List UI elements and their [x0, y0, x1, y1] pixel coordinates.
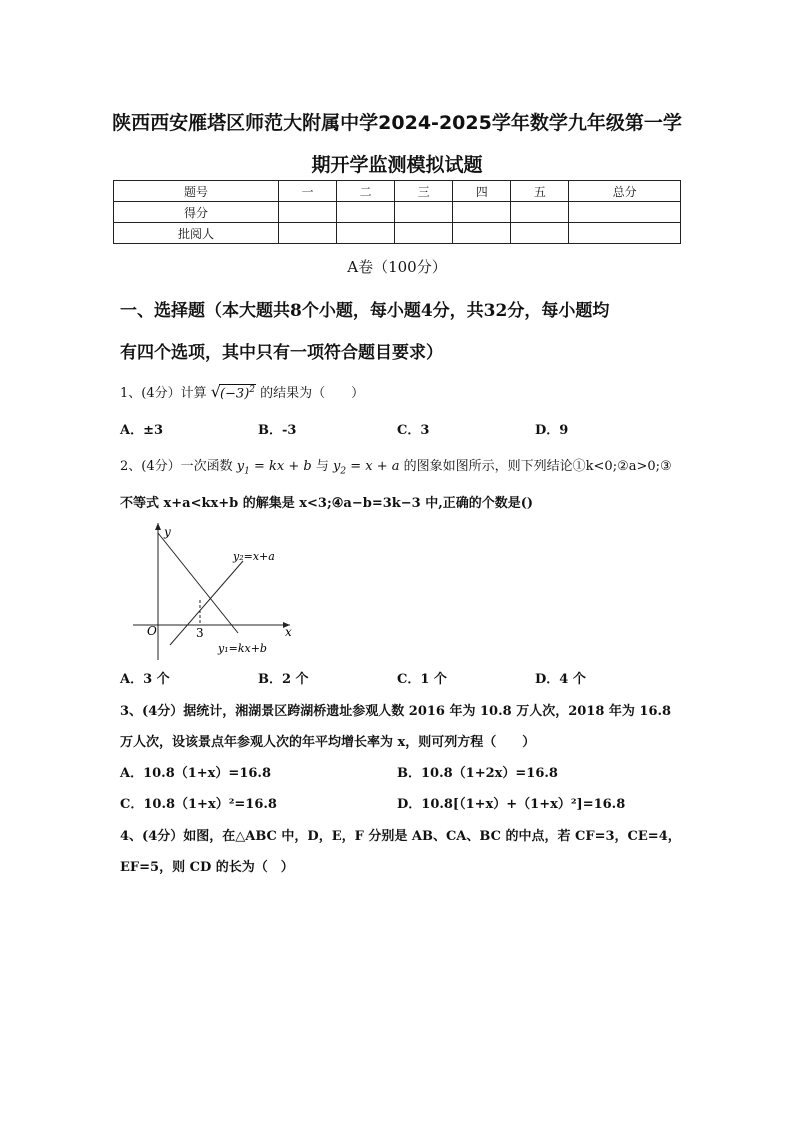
q2-option-a: A．3 个 — [120, 672, 170, 687]
q1-option-b: B．-3 — [258, 423, 297, 438]
table-header-cell: 三 — [395, 181, 453, 202]
score-cell — [569, 202, 681, 223]
document-title-line2: 期开学监测模拟试题 — [311, 154, 483, 176]
q1-radicand — [219, 384, 256, 401]
reviewer-cell — [279, 223, 337, 244]
row-label: 批阅人 — [114, 223, 279, 244]
q1-prefix: 1、(4分）计算 — [120, 386, 207, 401]
table-header-cell: 总分 — [569, 181, 681, 202]
score-cell — [453, 202, 511, 223]
score-cell — [395, 202, 453, 223]
question-4-line2: EF=5，则 CD 的长为（ ） — [120, 860, 294, 875]
score-cell — [279, 202, 337, 223]
q2-f2-symbol: y — [333, 459, 341, 474]
x-axis-label: x — [285, 625, 292, 639]
q3-option-c: C．10.8（1+x）²=16.8 — [120, 797, 277, 812]
table-header-cell: 一 — [279, 181, 337, 202]
q2-function-2 — [333, 459, 400, 477]
q1-option-d: D．9 — [535, 423, 569, 438]
origin-label: O — [147, 624, 157, 638]
reviewer-cell — [453, 223, 511, 244]
q2-f1-rhs: = kx + b — [249, 459, 312, 474]
y-axis-label: y — [164, 525, 171, 539]
section-1-heading-line2: 有四个选项，其中只有一项符合题目要求） — [120, 343, 443, 363]
score-table-header-row — [114, 181, 681, 202]
y-axis-arrow-icon — [155, 523, 161, 530]
q3-option-b: B．10.8（1+2x）=16.8 — [397, 766, 558, 781]
q1-radicand-text: (−3) — [219, 386, 250, 401]
q2-function-graph — [130, 518, 305, 660]
q2-option-d: D．4 个 — [535, 672, 586, 687]
sqrt-icon: √ — [210, 382, 221, 401]
q2-function-1 — [236, 459, 312, 477]
score-cell — [337, 202, 395, 223]
row-label: 得分 — [114, 202, 279, 223]
table-header-cell: 题号 — [114, 181, 279, 202]
table-header-cell: 二 — [337, 181, 395, 202]
question-3-line2: 万人次，设该景点年参观人次的年平均增长率为 x，则可列方程（ ） — [120, 735, 536, 750]
document-title-line1: 陕西西安雁塔区师范大附属中学2024-2025学年数学九年级第一学 — [112, 112, 682, 134]
q2-f2-sub: 2 — [340, 466, 347, 477]
q2-mid: 与 — [315, 459, 329, 474]
line-y2-label: y₂=x+a — [233, 550, 275, 563]
section-a-heading: A卷（100分） — [347, 258, 447, 276]
q2-prefix: 2、(4分）一次函数 — [120, 459, 233, 474]
score-row — [114, 202, 681, 223]
q1-suffix: 的结果为（ ） — [260, 386, 365, 401]
question-4-line1: 4、(4分）如图，在△ABC 中，D，E，F 分别是 AB、CA、BC 的中点，若 CF=3，CE=4， — [120, 829, 681, 844]
question-2-line2: 不等式 x+a<kx+b 的解集是 x<3;④a−b=3k−3 中,正确的个数是() — [120, 496, 534, 511]
table-header-cell: 五 — [511, 181, 569, 202]
reviewer-cell — [337, 223, 395, 244]
q1-option-c: C．3 — [397, 423, 430, 438]
tick-label-3: 3 — [196, 626, 204, 640]
q2-f2-rhs: = x + a — [346, 459, 400, 474]
q3-option-d: D．10.8[（1+x）+（1+x）²]=16.8 — [397, 797, 626, 812]
q1-exponent: 2 — [249, 384, 256, 395]
q2-f1-sub: 1 — [244, 466, 250, 477]
q2-option-c: C．1 个 — [397, 672, 447, 687]
question-2-line1 — [120, 455, 672, 477]
table-header-cell: 四 — [453, 181, 511, 202]
reviewer-row — [114, 223, 681, 244]
q2-option-b: B．2 个 — [258, 672, 309, 687]
question-1 — [120, 382, 364, 401]
q2-f1-symbol: y — [236, 459, 245, 474]
reviewer-cell — [511, 223, 569, 244]
section-1-heading-line1: 一、选择题（本大题共8个小题，每小题4分，共32分，每小题均 — [120, 301, 610, 321]
line-y1-label: y₁=kx+b — [218, 642, 267, 655]
reviewer-cell — [569, 223, 681, 244]
q3-option-a: A．10.8（1+x）=16.8 — [120, 766, 271, 781]
score-cell — [511, 202, 569, 223]
q1-option-a: A．±3 — [120, 423, 164, 438]
line-y2 — [170, 561, 243, 645]
score-table — [113, 180, 681, 244]
reviewer-cell — [395, 223, 453, 244]
question-3-line1: 3、(4分）据统计，湘湖景区跨湖桥遗址参观人数 2016 年为 10.8 万人次，2018 年为 16.8 — [120, 704, 672, 719]
q2-suffix: 的图象如图所示，则下列结论①k<0;②a>0;③ — [403, 459, 672, 474]
line-y1 — [158, 533, 238, 633]
